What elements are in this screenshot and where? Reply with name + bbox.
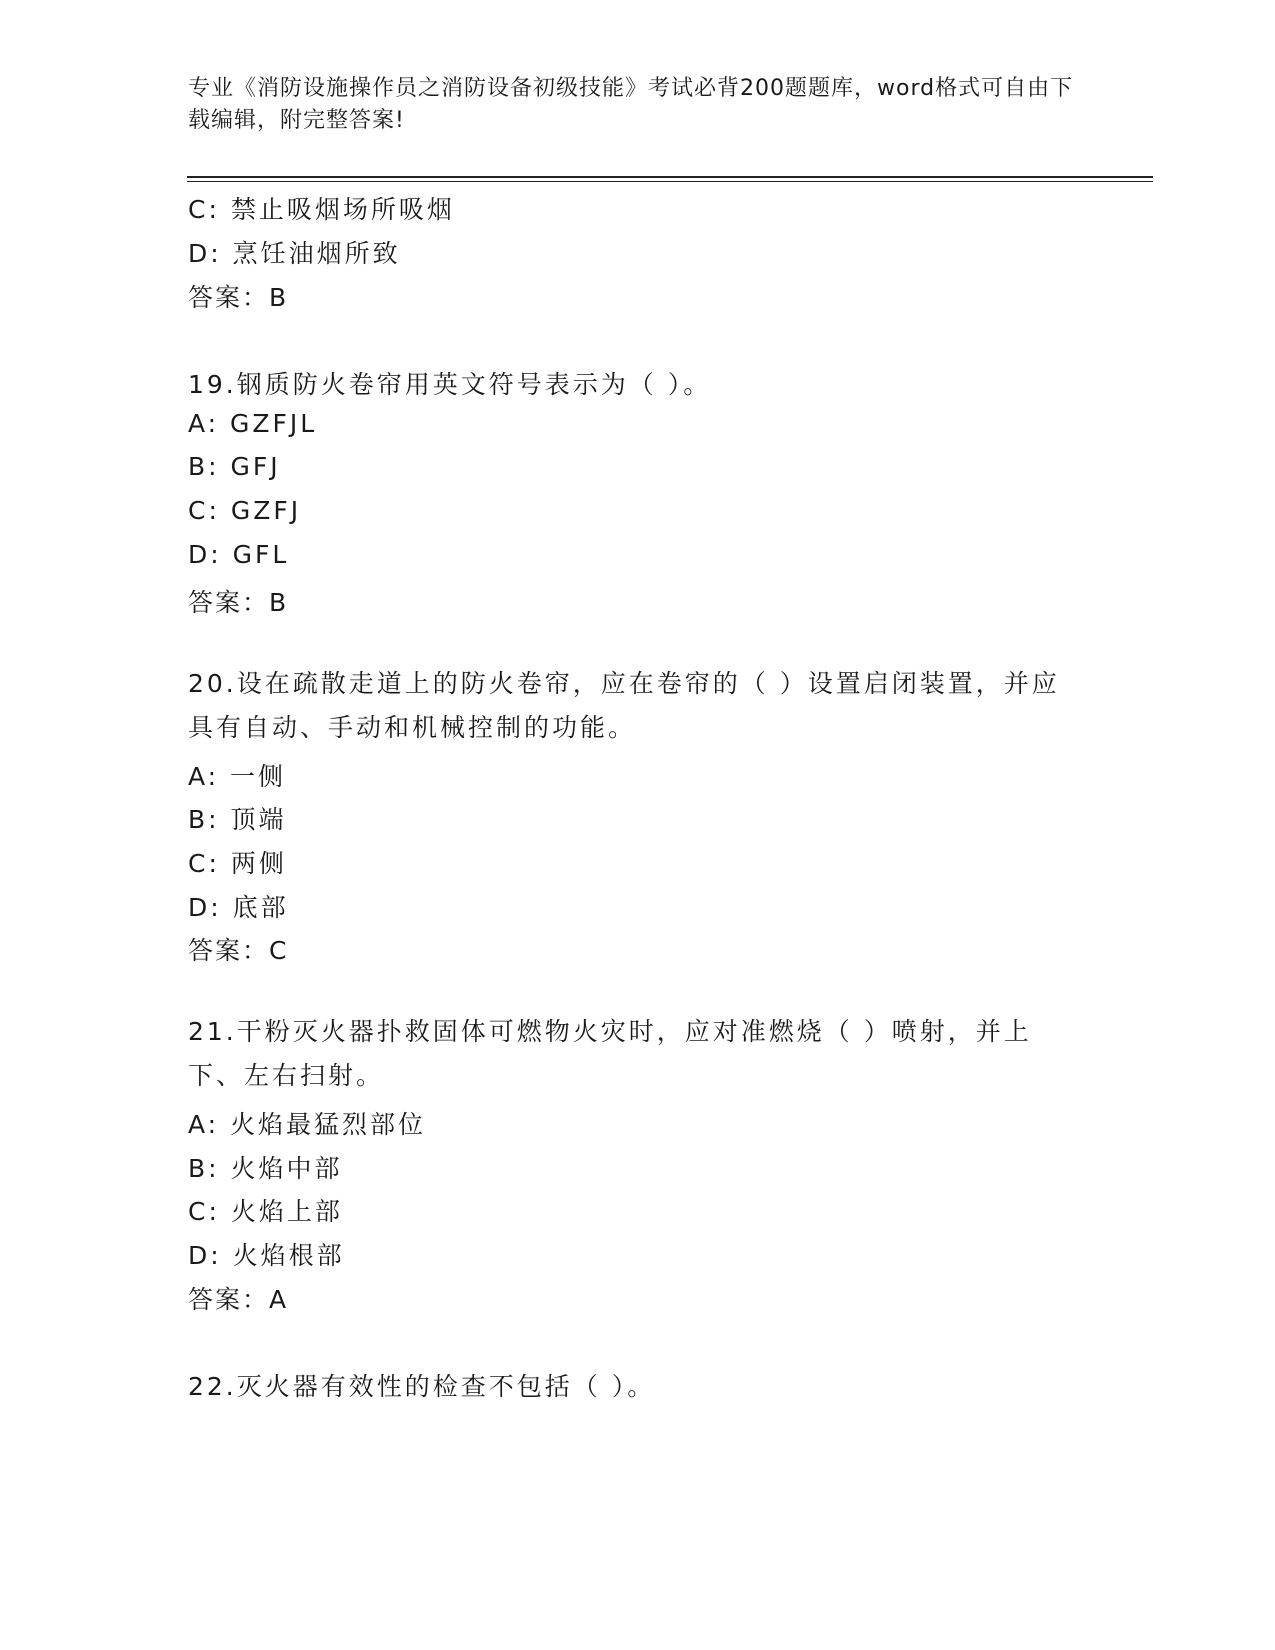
- answer: 答案：C: [188, 936, 289, 965]
- question-stem: 19.钢质防火卷帘用英文符号表示为（ ）。: [188, 370, 712, 399]
- option-c: C: 两侧: [188, 849, 287, 878]
- option-d: D: 烹饪油烟所致: [188, 239, 401, 268]
- question-stem: 21.干粉灭火器扑救固体可燃物火灾时，应对准燃烧（ ）喷射，并上下、左右扫射。: [188, 1017, 1032, 1090]
- header-divider: [187, 176, 1153, 178]
- option-d: D: 火焰根部: [188, 1241, 345, 1270]
- question-stem: 20.设在疏散走道上的防火卷帘，应在卷帘的（ ）设置启闭装置，并应具有自动、手动和机械控制的功能。: [188, 669, 1060, 742]
- option-d: D: 底部: [188, 893, 289, 922]
- question-stem: 22.灭火器有效性的检查不包括（ ）。: [188, 1372, 656, 1401]
- option-b: B: GFJ: [188, 452, 281, 481]
- option-a: A: 火焰最猛烈部位: [188, 1110, 427, 1139]
- option-a: A: GZFJL: [188, 409, 318, 438]
- option-c: C: GZFJ: [188, 496, 302, 525]
- answer: 答案：B: [188, 283, 289, 312]
- option-d: D: GFL: [188, 540, 290, 569]
- option-a: A: 一侧: [188, 762, 287, 791]
- option-b: B: 顶端: [188, 805, 287, 834]
- option-b: B: 火焰中部: [188, 1154, 343, 1183]
- document-header: 专业《消防设施操作员之消防设备初级技能》考试必背200题题库，word格式可自由下载编辑，附完整答案!: [188, 76, 1074, 133]
- answer: 答案：A: [188, 1285, 289, 1314]
- header-divider-thin: [187, 181, 1153, 182]
- answer: 答案：B: [188, 588, 289, 617]
- option-c: C: 火焰上部: [188, 1197, 343, 1226]
- option-c: C: 禁止吸烟场所吸烟: [188, 195, 455, 224]
